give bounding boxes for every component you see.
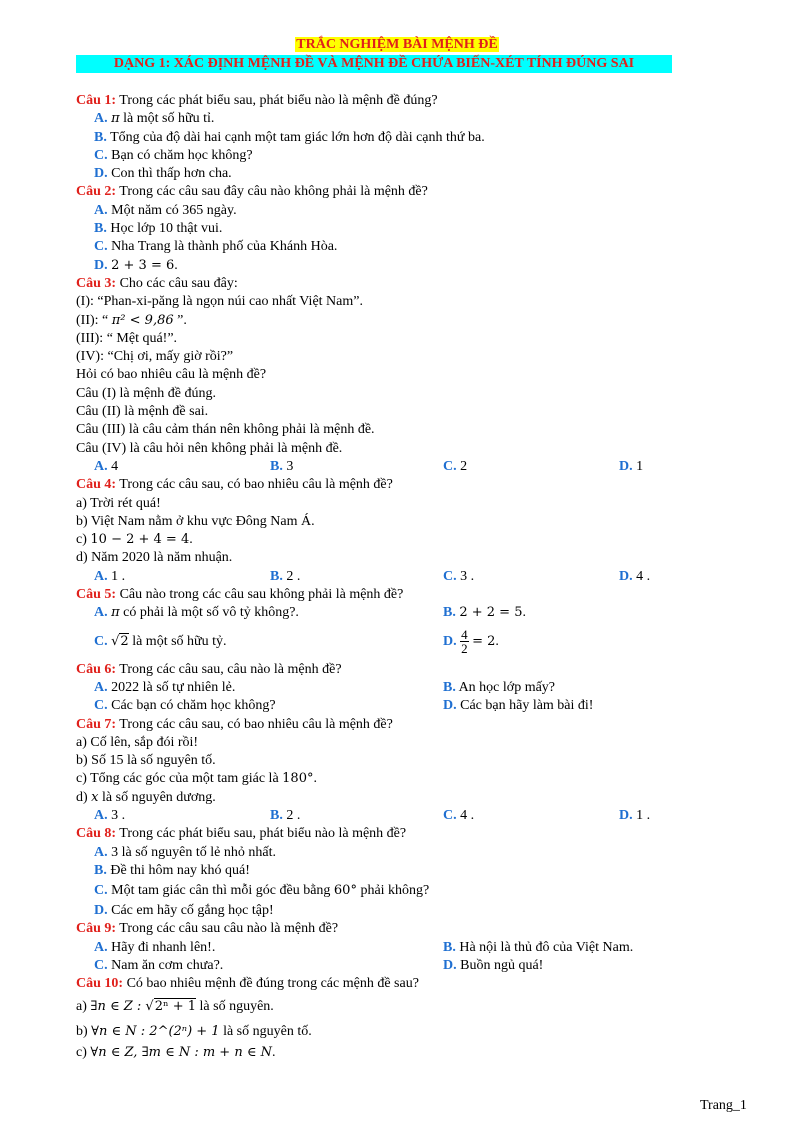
options-row (76, 568, 736, 586)
option-c[interactable] (94, 957, 223, 975)
text: Hà nội là thủ đô của Việt Nam. (455, 939, 634, 955)
text: 2 . (282, 568, 301, 584)
option-d[interactable] (619, 458, 643, 476)
option-d[interactable] (443, 623, 499, 661)
option-label: D. (619, 807, 633, 823)
page-number: Trang_1 (700, 1098, 747, 1113)
text: . (313, 771, 317, 787)
options-row (76, 623, 736, 661)
question-number: Câu 7: (76, 716, 117, 732)
text: 2 (120, 633, 129, 649)
text: . (174, 257, 178, 273)
option-label: B. (443, 679, 456, 695)
text: π (111, 111, 120, 127)
question-number: Câu 6: (76, 661, 117, 677)
question-number: Câu 8: (76, 826, 117, 842)
text: 180° (282, 771, 314, 787)
statement-line: a) ∃n ∈ Z : √2ⁿ + 1 là số nguyên. (76, 998, 274, 1014)
text: Có bao nhiêu mệnh đề đúng trong các mệnh đề sau? (123, 976, 419, 992)
text: 4 (107, 458, 119, 474)
question-list (76, 92, 736, 1062)
option-label: D. (94, 257, 108, 273)
option-label: A. (94, 568, 108, 584)
text: . (189, 532, 193, 548)
option-a[interactable] (94, 807, 125, 825)
text: 2 (461, 640, 468, 656)
text: = 2 (472, 633, 496, 649)
option-label: D. (443, 633, 457, 649)
option-label: D. (619, 458, 633, 474)
option-b[interactable] (270, 458, 293, 476)
text: 60° (333, 883, 357, 899)
statement-line: b) Việt Nam nằm ở khu vực Đông Nam Á. (76, 513, 315, 529)
question-number: Câu 9: (76, 921, 117, 937)
text: ∃n ∈ Z : (90, 998, 146, 1014)
text: Hãy đi nhanh lên!. (107, 939, 216, 955)
options-row (76, 458, 736, 476)
statement-line: a) Trời rét quá! (76, 495, 161, 511)
text: ∀n ∈ Z, ∃m ∈ N : m + n ∈ N (90, 1044, 272, 1060)
option-label: D. (619, 568, 633, 584)
question-5 (76, 586, 736, 604)
text: ∀n ∈ N : 2^(2ⁿ) + 1 (91, 1023, 220, 1039)
option-a[interactable] (94, 939, 215, 957)
options-row (76, 679, 736, 697)
option-b[interactable] (443, 939, 633, 957)
text: Trong các câu sau đây câu nào không phải là mệnh đề? (116, 184, 428, 200)
option-label: B. (94, 862, 107, 878)
option-label: D. (94, 903, 108, 919)
option-label: B. (443, 939, 456, 955)
option-label: A. (94, 202, 108, 218)
options-row (76, 957, 736, 975)
text: Các bạn hãy làm bài đi! (456, 698, 594, 714)
text: có phải là một số vô tỷ không?. (119, 605, 299, 621)
text: 2 . (282, 807, 301, 823)
option-label: C. (94, 633, 108, 649)
option-c[interactable] (76, 880, 736, 902)
question-4 (76, 476, 736, 494)
text: Nam ăn cơm chưa?. (107, 958, 224, 974)
statement-line (76, 1020, 736, 1044)
text: 2ⁿ + 1 (154, 998, 197, 1014)
statement-line: Hỏi có bao nhiêu câu là mệnh đề? (76, 367, 267, 383)
question-number: Câu 3: (76, 275, 117, 291)
sqrt-expression: √2 (111, 633, 129, 649)
question-6 (76, 661, 736, 679)
text: . (522, 605, 526, 621)
option-a[interactable] (94, 568, 125, 586)
text: Buồn ngủ quá! (456, 958, 544, 974)
statement-line (76, 531, 736, 549)
text: Các em hãy cố gắng học tập! (107, 903, 274, 919)
text: ”. (173, 312, 187, 328)
text: 3 (282, 458, 294, 474)
text: là một số hữu tỉ. (119, 111, 215, 127)
question-9 (76, 920, 736, 938)
text: Một năm có 365 ngày. (107, 202, 237, 218)
option-label: A. (94, 111, 108, 127)
text: Trong các câu sau, có bao nhiêu câu là mệnh đề? (116, 477, 393, 493)
option-label: A. (94, 679, 108, 695)
text: Nha Trang là thành phố của Khánh Hòa. (107, 239, 338, 255)
text: (II): “ (76, 312, 112, 328)
option-a[interactable] (76, 110, 736, 128)
text: TRẮC NGHIỆM BÀI MỆNH ĐỀ (296, 37, 498, 52)
option-label: B. (94, 129, 107, 145)
text: Đề thi hôm nay khó quá! (106, 862, 250, 878)
option-a[interactable] (94, 604, 299, 622)
text: 3 là số nguyên tố lẻ nhỏ nhất. (107, 844, 276, 860)
text: Trong các câu sau, có bao nhiêu câu là mệnh đề? (116, 716, 393, 732)
text: c) (76, 1044, 91, 1060)
statement-line: (I): “Phan-xi-păng là ngọn núi cao nhất Việt Nam”. (76, 294, 363, 310)
options-row (76, 604, 736, 622)
statement-line: Câu (I) là mệnh đề đúng. (76, 385, 216, 401)
text: 2022 là số tự nhiên lẻ. (107, 679, 236, 695)
page-title (0, 37, 794, 53)
option-label: C. (94, 883, 108, 899)
option-b[interactable] (76, 129, 736, 147)
text: Cho các câu sau đây: (116, 275, 238, 291)
statement-line: a) Cố lên, sắp đói rồi! (76, 734, 199, 750)
option-label: C. (443, 807, 457, 823)
option-label: C. (94, 147, 108, 163)
text: . (271, 1044, 276, 1060)
option-label: B. (443, 605, 456, 621)
text: 3 . (456, 568, 475, 584)
text: π² < 9,86 (111, 312, 174, 328)
option-a[interactable] (94, 679, 235, 697)
statement-line (76, 1044, 736, 1062)
text: a) (76, 998, 91, 1014)
text: c) Tổng các góc của một tam giác là (76, 771, 283, 787)
option-d[interactable] (76, 165, 736, 183)
option-label: A. (94, 605, 108, 621)
option-label: A. (94, 844, 108, 860)
option-label: A. (94, 458, 108, 474)
text: 4 . (456, 807, 475, 823)
option-d[interactable] (443, 697, 593, 715)
question-number: Câu 2: (76, 184, 117, 200)
option-c[interactable] (443, 568, 474, 586)
option-label: C. (443, 458, 457, 474)
statement-line (76, 312, 736, 330)
question-number: Câu 4: (76, 477, 117, 493)
option-label: D. (94, 166, 108, 182)
option-c[interactable] (443, 458, 467, 476)
option-b[interactable] (443, 604, 526, 622)
text: là số nguyên tố. (219, 1023, 312, 1039)
text: 2 (456, 458, 468, 474)
option-label: B. (270, 568, 283, 584)
text: . (495, 633, 499, 649)
option-label: D. (443, 698, 457, 714)
text: là số nguyên. (196, 998, 274, 1014)
question-10 (76, 975, 736, 993)
option-label: C. (94, 958, 108, 974)
question-number: Câu 5: (76, 587, 117, 603)
question-number: Câu 10: (76, 976, 124, 992)
question-text: Trong các phát biểu sau, phát biểu nào là mệnh đề đúng? (116, 93, 438, 108)
text: Câu nào trong các câu sau không phải là mệnh đề? (116, 587, 404, 603)
text: 1 . (107, 568, 126, 584)
question-7 (76, 716, 736, 734)
option-c[interactable] (76, 147, 736, 165)
text: c) (76, 532, 91, 548)
text: Học lớp 10 thật vui. (106, 221, 223, 237)
question-number: Câu 1: (76, 93, 117, 108)
text: Các bạn có chăm học không? (107, 698, 276, 714)
statement-line: (III): “ Mệt quá!”. (76, 330, 178, 346)
option-label: A. (94, 939, 108, 955)
text: An học lớp mấy? (455, 679, 556, 695)
text: Trong các phát biểu sau, phát biểu nào là mệnh đề? (116, 826, 407, 842)
option-label: C. (94, 239, 108, 255)
options-row (76, 807, 736, 825)
options-row (76, 939, 736, 957)
fraction (460, 628, 469, 655)
statement-line (76, 770, 736, 788)
option-a[interactable] (94, 458, 118, 476)
option-b[interactable] (270, 807, 300, 825)
text: là một số hữu tỷ. (128, 633, 227, 649)
option-d[interactable] (76, 257, 736, 275)
option-label: A. (94, 807, 108, 823)
option-label: C. (443, 568, 457, 584)
text: 1 . (632, 807, 651, 823)
section-heading: DẠNG 1: XÁC ĐỊNH MỆNH ĐỀ VÀ MỆNH ĐỀ CHỨA BIẾN-XÉT TÍNH ĐÚNG SAI (76, 55, 672, 73)
option-d[interactable] (619, 807, 650, 825)
text: Bạn có chăm học không? (107, 147, 253, 163)
option-c[interactable] (94, 697, 276, 715)
text: Trong các câu sau, câu nào là mệnh đề? (116, 661, 342, 677)
option-b[interactable] (76, 862, 736, 880)
option-label: B. (94, 221, 107, 237)
text: 10 − 2 + 4 = 4 (90, 532, 190, 548)
text: 1 (632, 458, 644, 474)
option-label: C. (94, 698, 108, 714)
text: 2 + 3 = 6 (111, 257, 175, 273)
question-3 (76, 275, 736, 293)
text: 4 . (632, 568, 651, 584)
text: Con thì thấp hơn cha. (107, 166, 232, 182)
text: Trong các câu sau câu nào là mệnh đề? (116, 921, 339, 937)
text: Tổng của độ dài hai cạnh một tam giác lớn hơn độ dài cạnh thứ ba. (106, 129, 485, 145)
statement-line: Câu (II) là mệnh đề sai. (76, 404, 209, 420)
question-8 (76, 825, 736, 843)
option-d[interactable] (76, 902, 736, 920)
statement-line: b) Số 15 là số nguyên tố. (76, 753, 216, 769)
text: 3 . (107, 807, 126, 823)
option-label: B. (270, 458, 283, 474)
text: là số nguyên dương. (98, 789, 216, 805)
option-c[interactable] (443, 807, 474, 825)
option-a[interactable] (76, 844, 736, 862)
question-1 (76, 92, 736, 110)
text: 4 (461, 626, 468, 642)
option-label: B. (270, 807, 283, 823)
option-label: D. (443, 958, 457, 974)
question-2 (76, 183, 736, 201)
text: x (91, 789, 99, 805)
option-c[interactable] (94, 623, 227, 661)
option-d[interactable] (443, 957, 543, 975)
option-b[interactable] (443, 679, 555, 697)
option-a[interactable] (76, 202, 736, 220)
statement-line: d) Năm 2020 là năm nhuận. (76, 550, 233, 566)
text: b) (76, 1023, 92, 1039)
statement-line: Câu (IV) là câu hỏi nên không phải là mệnh đề. (76, 440, 343, 456)
statement-line: Câu (III) là câu cảm thán nên không phải là mệnh đề. (76, 422, 375, 438)
statement-line: (IV): “Chị ơi, mấy giờ rồi?” (76, 349, 234, 365)
text: 2 + 2 = 5 (459, 605, 523, 621)
text: phải không? (356, 883, 430, 899)
statement-line (76, 789, 736, 807)
text: d) (76, 789, 92, 805)
option-d[interactable] (619, 568, 650, 586)
text: π (111, 605, 120, 621)
option-c[interactable] (76, 238, 736, 256)
option-b[interactable] (76, 220, 736, 238)
option-b[interactable] (270, 568, 300, 586)
text: Một tam giác cân thì mỗi góc đều bằng (107, 883, 334, 899)
options-row (76, 697, 736, 715)
